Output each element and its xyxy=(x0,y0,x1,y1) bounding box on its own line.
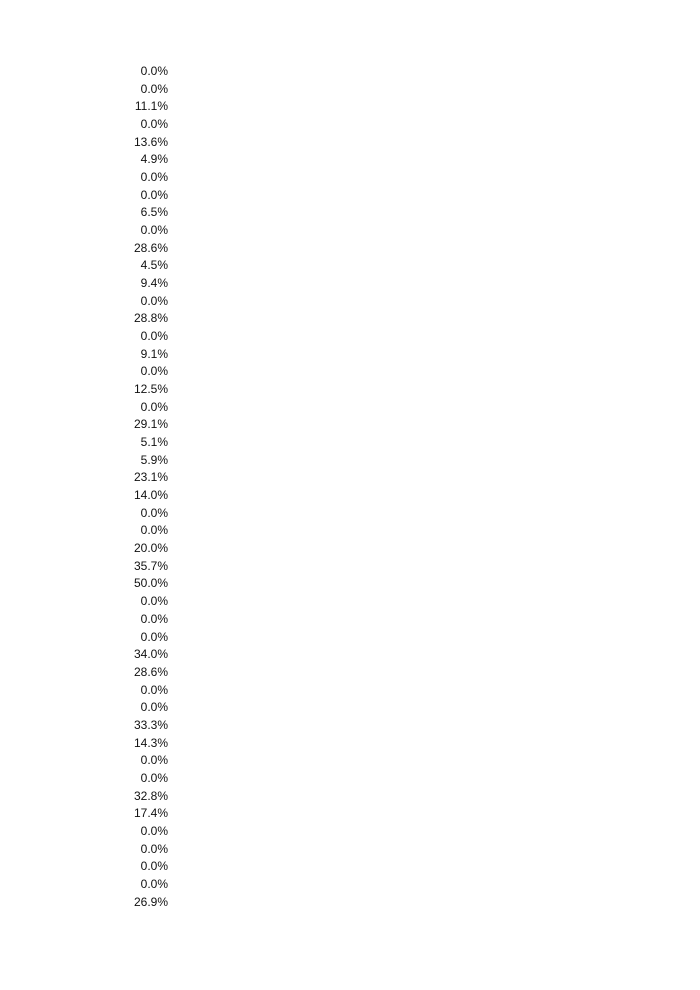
percentage-cell: 0.0% xyxy=(140,329,168,344)
percentage-cell: 35.7% xyxy=(133,558,168,573)
percentage-cell: 9.1% xyxy=(140,346,168,361)
percentage-cell: 0.0% xyxy=(140,770,168,785)
percentage-cell: 0.0% xyxy=(140,611,168,626)
percentage-cell: 5.9% xyxy=(140,452,168,467)
percentage-cell: 26.9% xyxy=(133,894,168,909)
percentage-cell: 0.0% xyxy=(140,117,168,132)
percentage-cell: 11.1% xyxy=(134,99,168,114)
percentage-cell: 34.0% xyxy=(133,647,168,662)
percentage-cell: 32.8% xyxy=(133,788,168,803)
percentage-column xyxy=(100,63,168,911)
percentage-cell: 0.0% xyxy=(140,753,168,768)
percentage-cell: 5.1% xyxy=(140,435,168,450)
percentage-cell: 50.0% xyxy=(133,576,168,591)
percentage-cell: 28.8% xyxy=(133,311,168,326)
percentage-cell: 0.0% xyxy=(140,629,168,644)
percentage-cell: 0.0% xyxy=(140,293,168,308)
percentage-cell: 28.6% xyxy=(133,240,168,255)
percentage-cell: 9.4% xyxy=(140,276,168,291)
percentage-cell: 23.1% xyxy=(133,470,168,485)
percentage-cell: 0.0% xyxy=(140,859,168,874)
percentage-cell: 14.0% xyxy=(133,488,168,503)
percentage-cell: 0.0% xyxy=(140,170,168,185)
percentage-cell: 4.5% xyxy=(140,258,168,273)
percentage-cell: 0.0% xyxy=(140,841,168,856)
percentage-cell: 14.3% xyxy=(133,735,168,750)
percentage-cell: 0.0% xyxy=(140,682,168,697)
percentage-cell: 0.0% xyxy=(140,876,168,891)
percentage-cell: 12.5% xyxy=(133,382,168,397)
percentage-cell: 13.6% xyxy=(133,134,168,149)
percentage-cell: 0.0% xyxy=(140,399,168,414)
percentage-cell: 20.0% xyxy=(133,541,168,556)
percentage-cell: 17.4% xyxy=(133,806,168,821)
percentage-cell: 0.0% xyxy=(140,223,168,238)
percentage-cell: 0.0% xyxy=(140,64,168,78)
percentage-cell: 0.0% xyxy=(140,505,168,520)
percentage-cell: 4.9% xyxy=(140,152,168,167)
percentage-cell: 0.0% xyxy=(140,700,168,715)
percentage-cell: 29.1% xyxy=(133,417,168,432)
percentage-cell: 0.0% xyxy=(140,187,168,202)
percentage-cell: 0.0% xyxy=(140,364,168,379)
percentage-cell: 33.3% xyxy=(133,717,168,732)
percentage-cell: 28.6% xyxy=(133,664,168,679)
percentage-cell: 0.0% xyxy=(140,523,168,538)
percentage-cell: 0.0% xyxy=(140,81,168,96)
percentage-cell: 6.5% xyxy=(140,205,168,220)
percentage-cell: 0.0% xyxy=(140,594,168,609)
percentage-cell: 0.0% xyxy=(140,823,168,838)
